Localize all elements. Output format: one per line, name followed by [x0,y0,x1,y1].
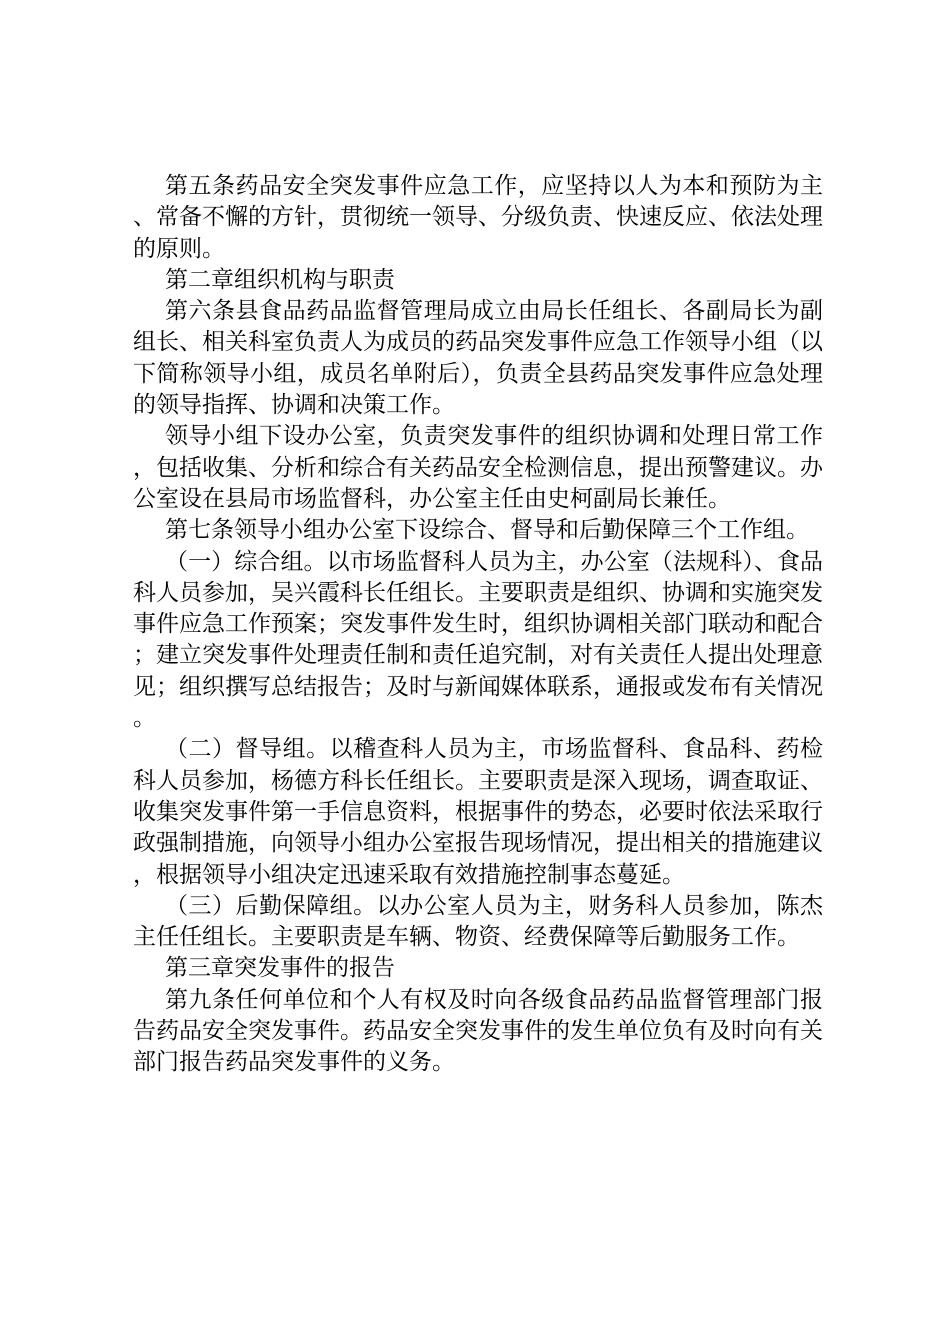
paragraph-group-2: （二）督导组。以稽查科人员为主，市场监督科、食品科、药检科人员参加，杨德方科长任组长。主要职责是深入现场，调查取证、收集突发事件第一手信息资料，根据事件的势态，必要时依法采取行政强制措施，向领导小组办公室报告现场情况，提出相关的措施建议，根据领导小组决定迅速采取有效措施控制事态蔓延。 [133,736,823,888]
paragraph-article-5: 第五条药品安全突发事件应急工作，应坚持以人为本和预防为主、常备不懈的方针，贯彻统一领导、分级负责、快速反应、依法处理的原则。 [133,173,823,262]
paragraph-group-3: （三）后勤保障组。以办公室人员为主，财务科人员参加，陈杰主任任组长。主要职责是车辆、物资、经费保障等后勤服务工作。 [133,892,823,951]
paragraph-article-7: 第七条领导小组办公室下设综合、督导和后勤保障三个工作组。 [165,517,809,544]
paragraph-article-9: 第九条任何单位和个人有权及时向各级食品药品监督管理部门报告药品安全突发事件。药品安全突发事件的发生单位负有及时向有关部门报告药品突发事件的义务。 [133,986,823,1076]
paragraph-office: 领导小组下设办公室，负责突发事件的组织协调和处理日常工作，包括收集、分析和综合有关药品安全检测信息，提出预警建议。办公室设在县局市场监督科，办公室主任由史柯副局长兼任。 [133,423,823,512]
paragraph-article-6: 第六条县食品药品监督管理局成立由局长任组长、各副局长为副组长、相关科室负责人为成员的药品突发事件应急工作领导小组（以下简称领导小组，成员名单附后），负责全县药品突发事件应急处理的领导指挥、协调和决策工作。 [133,298,823,419]
document-body [133,171,823,1079]
paragraph-group-1: （一）综合组。以市场监督科人员为主，办公室（法规科）、食品科人员参加，吴兴霞科长任组长。主要职责是组织、协调和实施突发事件应急工作预案；突发事件发生时，组织协调相关部门联动和配合；建立突发事件处理责任制和责任追究制，对有关责任人提出处理意见；组织撰写总结报告；及时与新闻媒体联系，通报或发布有关情况。 [133,548,823,732]
chapter-2-heading: 第二章组织机构与职责 [165,266,395,293]
chapter-3-heading: 第三章突发事件的报告 [165,955,395,982]
